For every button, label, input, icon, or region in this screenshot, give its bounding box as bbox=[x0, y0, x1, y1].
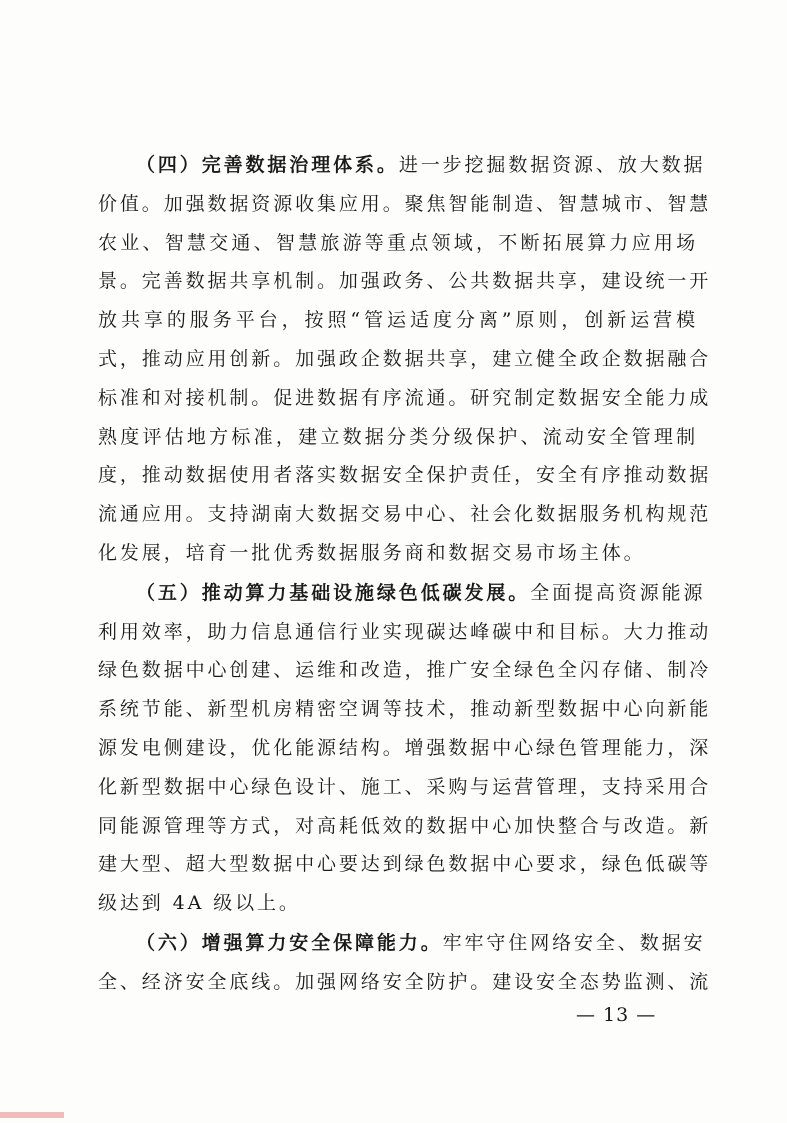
paragraph-line: 级达到 4A 级以上。 bbox=[98, 892, 301, 915]
paragraph-line: 利用效率，助力信息通信行业实现碳达峰碳中和目标。大力推动 bbox=[98, 620, 712, 643]
paragraph-line: 流通应用。支持湖南大数据交易中心、社会化数据服务机构规范 bbox=[98, 503, 712, 526]
paragraph-line: 建大型、超大型数据中心要达到绿色数据中心要求，绿色低碳等 bbox=[98, 853, 712, 876]
paragraph-line: 化新型数据中心绿色设计、施工、采购与运营管理，支持采用合 bbox=[98, 775, 712, 798]
paragraph-line: 源发电侧建设，优化能源结构。增强数据中心绿色管理能力，深 bbox=[98, 736, 712, 759]
scan-edge-mark bbox=[0, 1112, 64, 1118]
paragraph-line: （五）推动算力基础设施绿色低碳发展。全面提高资源能源 bbox=[136, 581, 706, 604]
paragraph-line: 熟度评估地方标准，建立数据分类分级保护、流动安全管理制 bbox=[98, 425, 698, 448]
paragraph-line: （四）完善数据治理体系。进一步挖掘数据资源、放大数据 bbox=[136, 154, 706, 176]
paragraph-line: 标准和对接机制。促进数据有序流通。研究制定数据安全能力成 bbox=[98, 386, 712, 409]
paragraph-line: （六）增强算力安全保障能力。牢牢守住网络安全、数据安 bbox=[136, 931, 706, 954]
paragraph-line: 度，推动数据使用者落实数据安全保护责任，安全有序推动数据 bbox=[98, 464, 712, 487]
paragraph-line: 价值。加强数据资源收集应用。聚焦智能制造、智慧城市、智慧 bbox=[98, 192, 712, 215]
section-heading: （五）推动算力基础设施绿色低碳发展。 bbox=[136, 581, 531, 604]
section-heading: （四）完善数据治理体系。 bbox=[136, 154, 399, 176]
paragraph-line: 景。完善数据共享机制。加强政务、公共数据共享，建设统一开 bbox=[98, 270, 712, 293]
paragraph-line: 绿色数据中心创建、运维和改造，推广安全绿色全闪存储、制冷 bbox=[98, 659, 712, 682]
page-number: — 13 — bbox=[576, 1004, 657, 1026]
paragraph-line: 同能源管理等方式，对高耗低效的数据中心加快整合与改造。新 bbox=[98, 814, 712, 837]
section-heading: （六）增强算力安全保障能力。 bbox=[136, 931, 443, 954]
paragraph-line: 全、经济安全底线。加强网络安全防护。建设安全态势监测、流 bbox=[98, 970, 712, 993]
paragraph-line: 系统节能、新型机房精密空调等技术，推动新型数据中心向新能 bbox=[98, 698, 712, 721]
body-text bbox=[98, 146, 712, 1002]
paragraph-line: 放共享的服务平台，按照“管运适度分离”原则，创新运营模 bbox=[98, 309, 698, 332]
paragraph-line: 化发展，培育一批优秀数据服务商和数据交易市场主体。 bbox=[98, 541, 646, 564]
paragraph-line: 式，推动应用创新。加强政企数据共享，建立健全政企数据融合 bbox=[98, 347, 712, 370]
paragraph-line: 农业、智慧交通、智慧旅游等重点领域，不断拓展算力应用场 bbox=[98, 231, 698, 254]
